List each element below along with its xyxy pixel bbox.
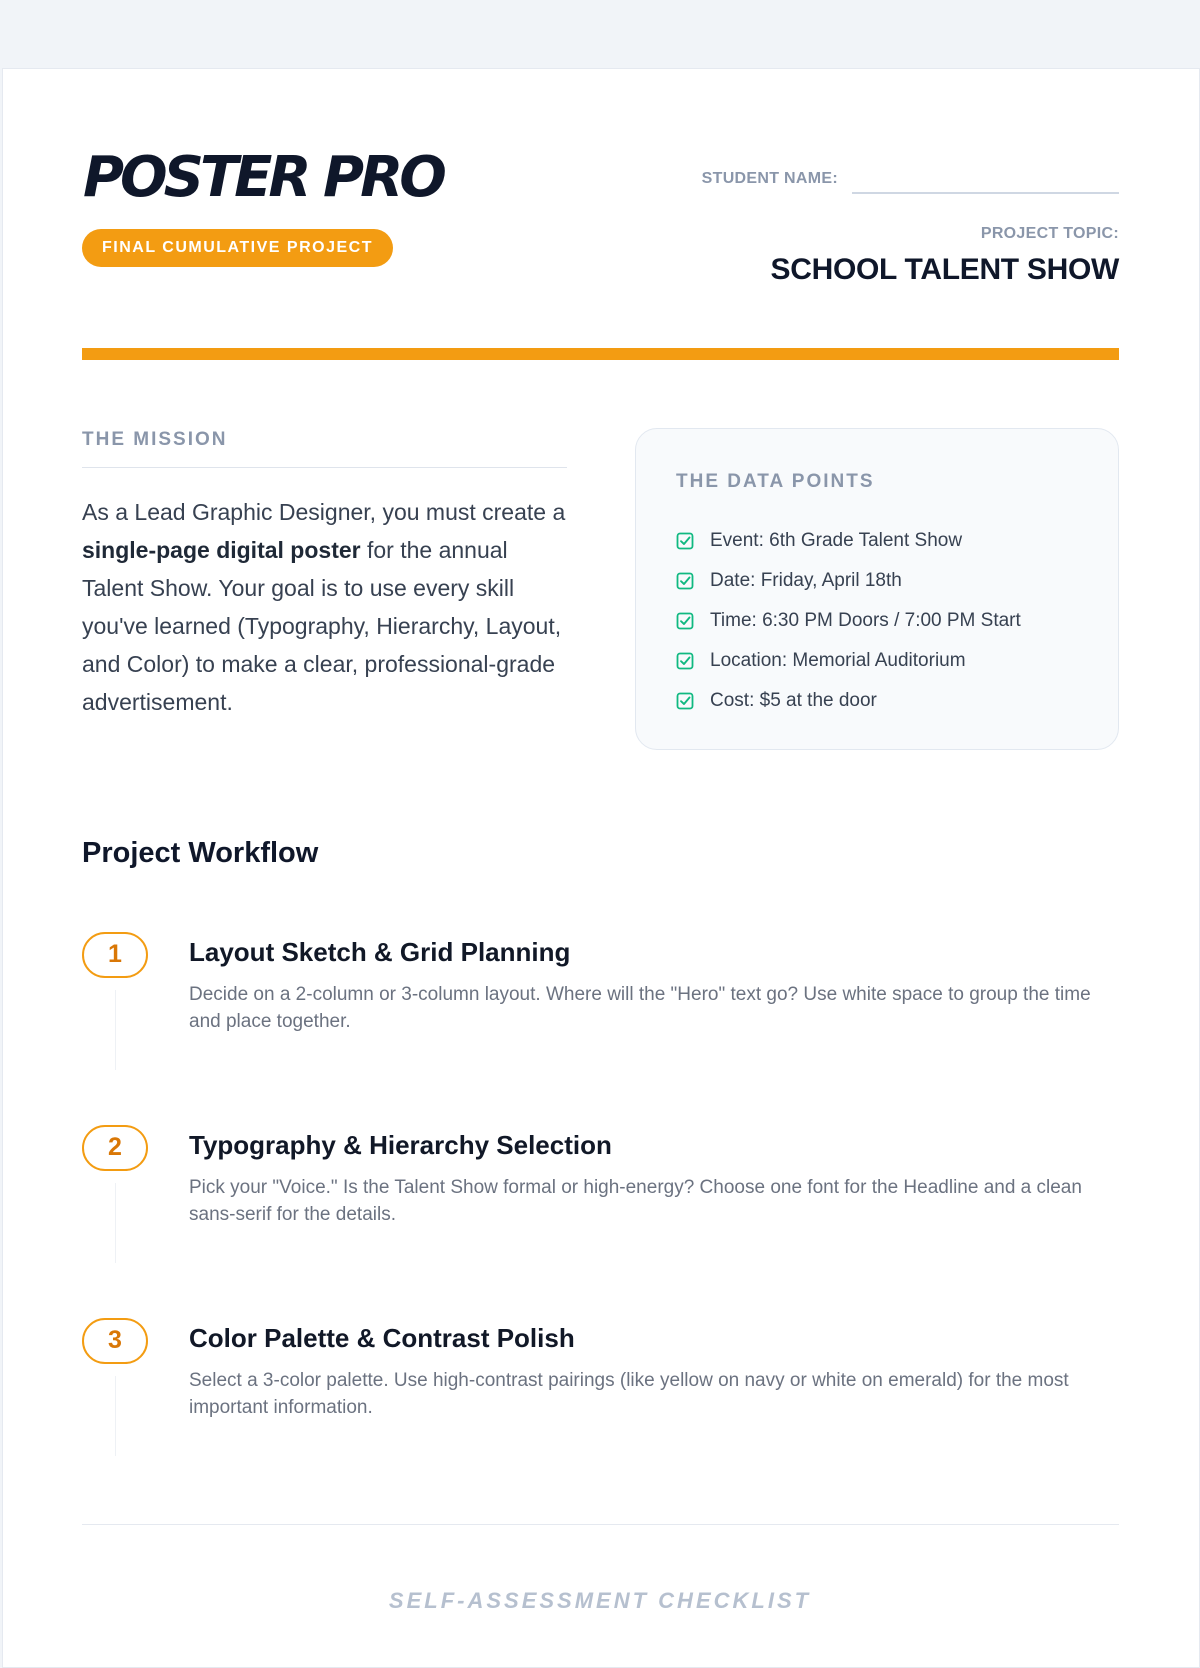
checkbox-checked-icon xyxy=(676,572,694,590)
step-number-badge: 2 xyxy=(82,1125,148,1171)
data-point-item xyxy=(676,681,1021,721)
data-point-text: Date: Friday, April 18th xyxy=(710,570,902,591)
step-connector xyxy=(115,1376,116,1456)
step-title: Typography & Hierarchy Selection xyxy=(189,1130,612,1160)
mission-heading: THE MISSION xyxy=(82,429,228,450)
mission-text-part: for the annual Talent Show. Your goal is to use every skill you've learned (Typography, Hierarchy, Layout, and Color) to make a clear, professional-grade advertisement. xyxy=(82,537,562,715)
mission-text-bold: single-page digital poster xyxy=(82,537,361,563)
step-title: Color Palette & Contrast Polish xyxy=(189,1323,575,1353)
data-points-heading: THE DATA POINTS xyxy=(676,471,875,492)
step-connector xyxy=(115,990,116,1070)
checkbox-checked-icon xyxy=(676,652,694,670)
data-point-item xyxy=(676,561,1021,601)
project-topic-label: PROJECT TOPIC: xyxy=(980,225,1119,242)
step-number-badge: 3 xyxy=(82,1318,148,1364)
data-points-card xyxy=(635,428,1119,750)
accent-divider xyxy=(82,348,1119,360)
project-badge: FINAL CUMULATIVE PROJECT xyxy=(82,229,393,267)
self-assessment-heading: SELF-ASSESSMENT CHECKLIST xyxy=(388,1588,812,1613)
data-point-text: Location: Memorial Auditorium xyxy=(710,650,966,671)
student-name-field[interactable] xyxy=(852,192,1119,194)
mission-text xyxy=(82,493,567,721)
data-point-text: Cost: $5 at the door xyxy=(710,690,877,711)
mission-text-part: As a Lead Graphic Designer, you must create a xyxy=(82,499,566,525)
student-name-label: STUDENT NAME: xyxy=(701,170,838,187)
mission-divider xyxy=(82,467,567,468)
poster-pro-logo: POSTER PRO xyxy=(83,145,443,210)
data-point-text: Time: 6:30 PM Doors / 7:00 PM Start xyxy=(710,610,1021,631)
checkbox-checked-icon xyxy=(676,532,694,550)
checkbox-checked-icon xyxy=(676,612,694,630)
step-title: Layout Sketch & Grid Planning xyxy=(189,937,571,967)
data-point-item xyxy=(676,521,1021,561)
data-point-text: Event: 6th Grade Talent Show xyxy=(710,530,963,551)
checkbox-checked-icon xyxy=(676,692,694,710)
step-description: Decide on a 2-column or 3-column layout. Where will the "Hero" text go? Use white space to group the time and place together. xyxy=(189,984,1091,1032)
step-description: Select a 3-color palette. Use high-contrast pairings (like yellow on navy or white on emerald) for the most important information. xyxy=(189,1370,1069,1418)
data-points-list xyxy=(676,521,1021,721)
workflow-title: Project Workflow xyxy=(82,837,319,869)
data-point-item xyxy=(676,601,1021,641)
footer-divider xyxy=(82,1524,1119,1525)
step-description: Pick your "Voice." Is the Talent Show formal or high-energy? Choose one font for the Headline and a clean sans-serif for the details. xyxy=(189,1177,1082,1225)
project-topic-value: SCHOOL TALENT SHOW xyxy=(770,253,1119,286)
data-point-item xyxy=(676,641,1021,681)
step-connector xyxy=(115,1183,116,1263)
step-number-badge: 1 xyxy=(82,932,148,978)
